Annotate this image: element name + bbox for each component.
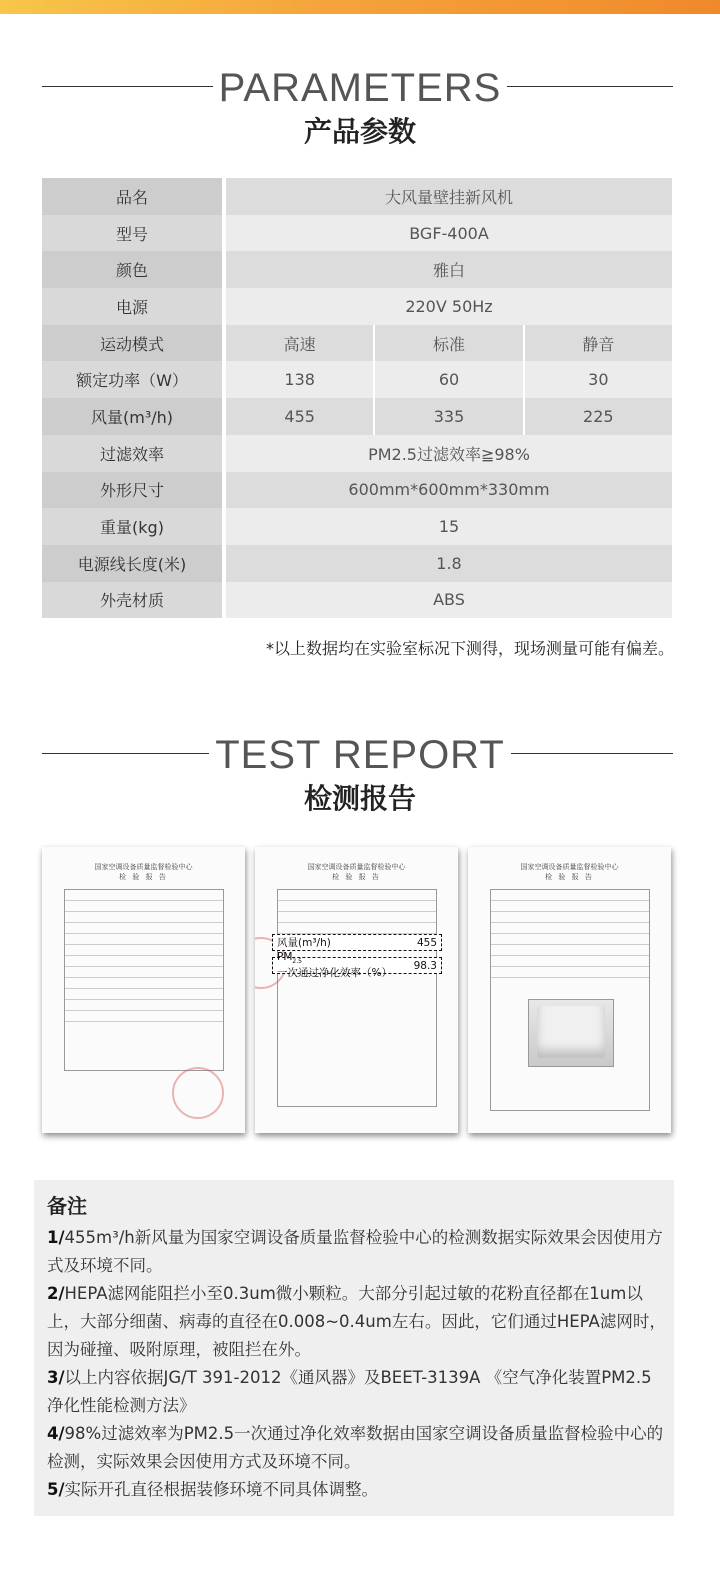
row-label: 外壳材质 <box>42 582 226 619</box>
row-value: 大风量壁挂新风机 <box>226 178 672 215</box>
row-label: 颜色 <box>42 251 226 288</box>
remark-number: 4/ <box>47 1424 65 1443</box>
table-row <box>42 582 672 619</box>
parameters-heading <box>0 66 720 156</box>
row-label: 重量(kg) <box>42 508 226 545</box>
test-report-title-en: TEST REPORT <box>0 733 720 777</box>
remark-number: 1/ <box>47 1228 65 1247</box>
product-photo <box>528 999 614 1067</box>
row-label: 外形尺寸 <box>42 472 226 509</box>
row-value: 15 <box>226 508 672 545</box>
test-report-heading <box>0 733 720 823</box>
airflow-label: 风量(m³/h) <box>277 937 331 949</box>
report-subheader: 检 验 报 告 <box>545 873 594 881</box>
airflow-highlight <box>272 934 442 951</box>
row-value: ABS <box>226 582 672 619</box>
row-value: 标准 <box>373 325 522 362</box>
report-page-2 <box>255 847 458 1133</box>
parameters-title-cn: 产品参数 <box>303 116 416 147</box>
row-value: 225 <box>523 398 672 435</box>
table-row <box>42 508 672 545</box>
report-page-3 <box>468 847 671 1133</box>
table-row <box>42 178 672 215</box>
seal-stamp <box>172 1067 224 1119</box>
parameters-table <box>42 178 672 618</box>
row-value: 335 <box>373 398 522 435</box>
remark-number: 3/ <box>47 1368 65 1387</box>
row-value: 高速 <box>226 325 373 362</box>
report-grid <box>277 889 437 1107</box>
row-value: 60 <box>373 361 522 398</box>
row-value: 1.8 <box>226 545 672 582</box>
row-value: BGF-400A <box>226 215 672 252</box>
row-label: 风量(m³/h) <box>42 398 226 435</box>
remark-text: 实际开孔直径根据装修环境不同具体调整。 <box>64 1480 379 1499</box>
parameters-title-en: PARAMETERS <box>0 66 720 110</box>
row-label: 电源 <box>42 288 226 325</box>
report-grid <box>64 889 224 1071</box>
efficiency-label: 一次通过净化效率（%） <box>277 967 392 980</box>
efficiency-value: 98.3 <box>413 959 437 972</box>
row-label: 品名 <box>42 178 226 215</box>
remarks-list <box>47 1224 667 1504</box>
table-row <box>42 472 672 509</box>
report-header: 国家空调设备质量监督检验中心 <box>520 863 619 871</box>
table-row <box>42 288 672 325</box>
remarks-title: 备注 <box>47 1194 87 1218</box>
remarks-panel <box>34 1180 674 1516</box>
row-value: PM2.5过滤效率≧98% <box>226 435 672 472</box>
list-item <box>47 1364 667 1420</box>
table-row <box>42 251 672 288</box>
list-item <box>47 1280 667 1364</box>
row-value: 138 <box>226 361 373 398</box>
row-value: 静音 <box>523 325 672 362</box>
efficiency-subscript: 2.5 <box>292 958 302 966</box>
remark-text: 98%过滤效率为PM2.5一次通过净化效率数据由国家空调设备质量监督检验中心的检测，实际效果会因使用方式及环境不同。 <box>47 1424 664 1471</box>
test-report-documents <box>0 847 720 1137</box>
row-label: 型号 <box>42 215 226 252</box>
table-row <box>42 398 672 435</box>
list-item <box>47 1420 667 1476</box>
efficiency-prefix: PM <box>277 950 293 963</box>
table-row <box>42 545 672 582</box>
remark-number: 5/ <box>47 1480 65 1499</box>
efficiency-highlight <box>272 950 442 980</box>
report-subheader: 检 验 报 告 <box>119 873 168 881</box>
remark-text: HEPA滤网能阻拦小至0.3um微小颗粒。大部分引起过敏的花粉直径都在1um以上，大部分细菌、病毒的直径在0.008~0.4um左右。因此，它们通过HEPA滤网时，因为碰撞、吸附原理，被阻拦在外。 <box>47 1284 666 1359</box>
report-header: 国家空调设备质量监督检验中心 <box>307 863 406 871</box>
airflow-value: 455 <box>416 936 437 949</box>
table-row <box>42 361 672 398</box>
row-label: 电源线长度(米) <box>42 545 226 582</box>
report-subheader: 检 验 报 告 <box>332 873 381 881</box>
report-page-1 <box>42 847 245 1133</box>
row-value: 220V 50Hz <box>226 288 672 325</box>
row-label: 运动模式 <box>42 325 226 362</box>
row-value: 600mm*600mm*330mm <box>226 472 672 509</box>
row-label: 额定功率（W） <box>42 361 226 398</box>
table-row <box>42 435 672 472</box>
row-value: 30 <box>523 361 672 398</box>
report-header: 国家空调设备质量监督检验中心 <box>94 863 193 871</box>
table-row <box>42 325 672 362</box>
list-item <box>47 1476 667 1504</box>
row-value: 雅白 <box>226 251 672 288</box>
remark-text: 以上内容依据JG/T 391-2012《通风器》及BEET-3139A 《空气净化装置PM2.5净化性能检测方法》 <box>47 1368 652 1415</box>
measurement-note: *以上数据均在实验室标况下测得，现场测量可能有偏差。 <box>265 639 674 658</box>
test-report-title-cn: 检测报告 <box>303 783 416 814</box>
list-item <box>47 1224 667 1280</box>
row-label: 过滤效率 <box>42 435 226 472</box>
remark-text: 455m³/h新风量为国家空调设备质量监督检验中心的检测数据实际效果会因使用方式及环境不同。 <box>47 1228 663 1275</box>
remark-number: 2/ <box>47 1284 65 1303</box>
table-row <box>42 215 672 252</box>
top-accent-bar <box>0 0 720 14</box>
row-value: 455 <box>226 398 373 435</box>
